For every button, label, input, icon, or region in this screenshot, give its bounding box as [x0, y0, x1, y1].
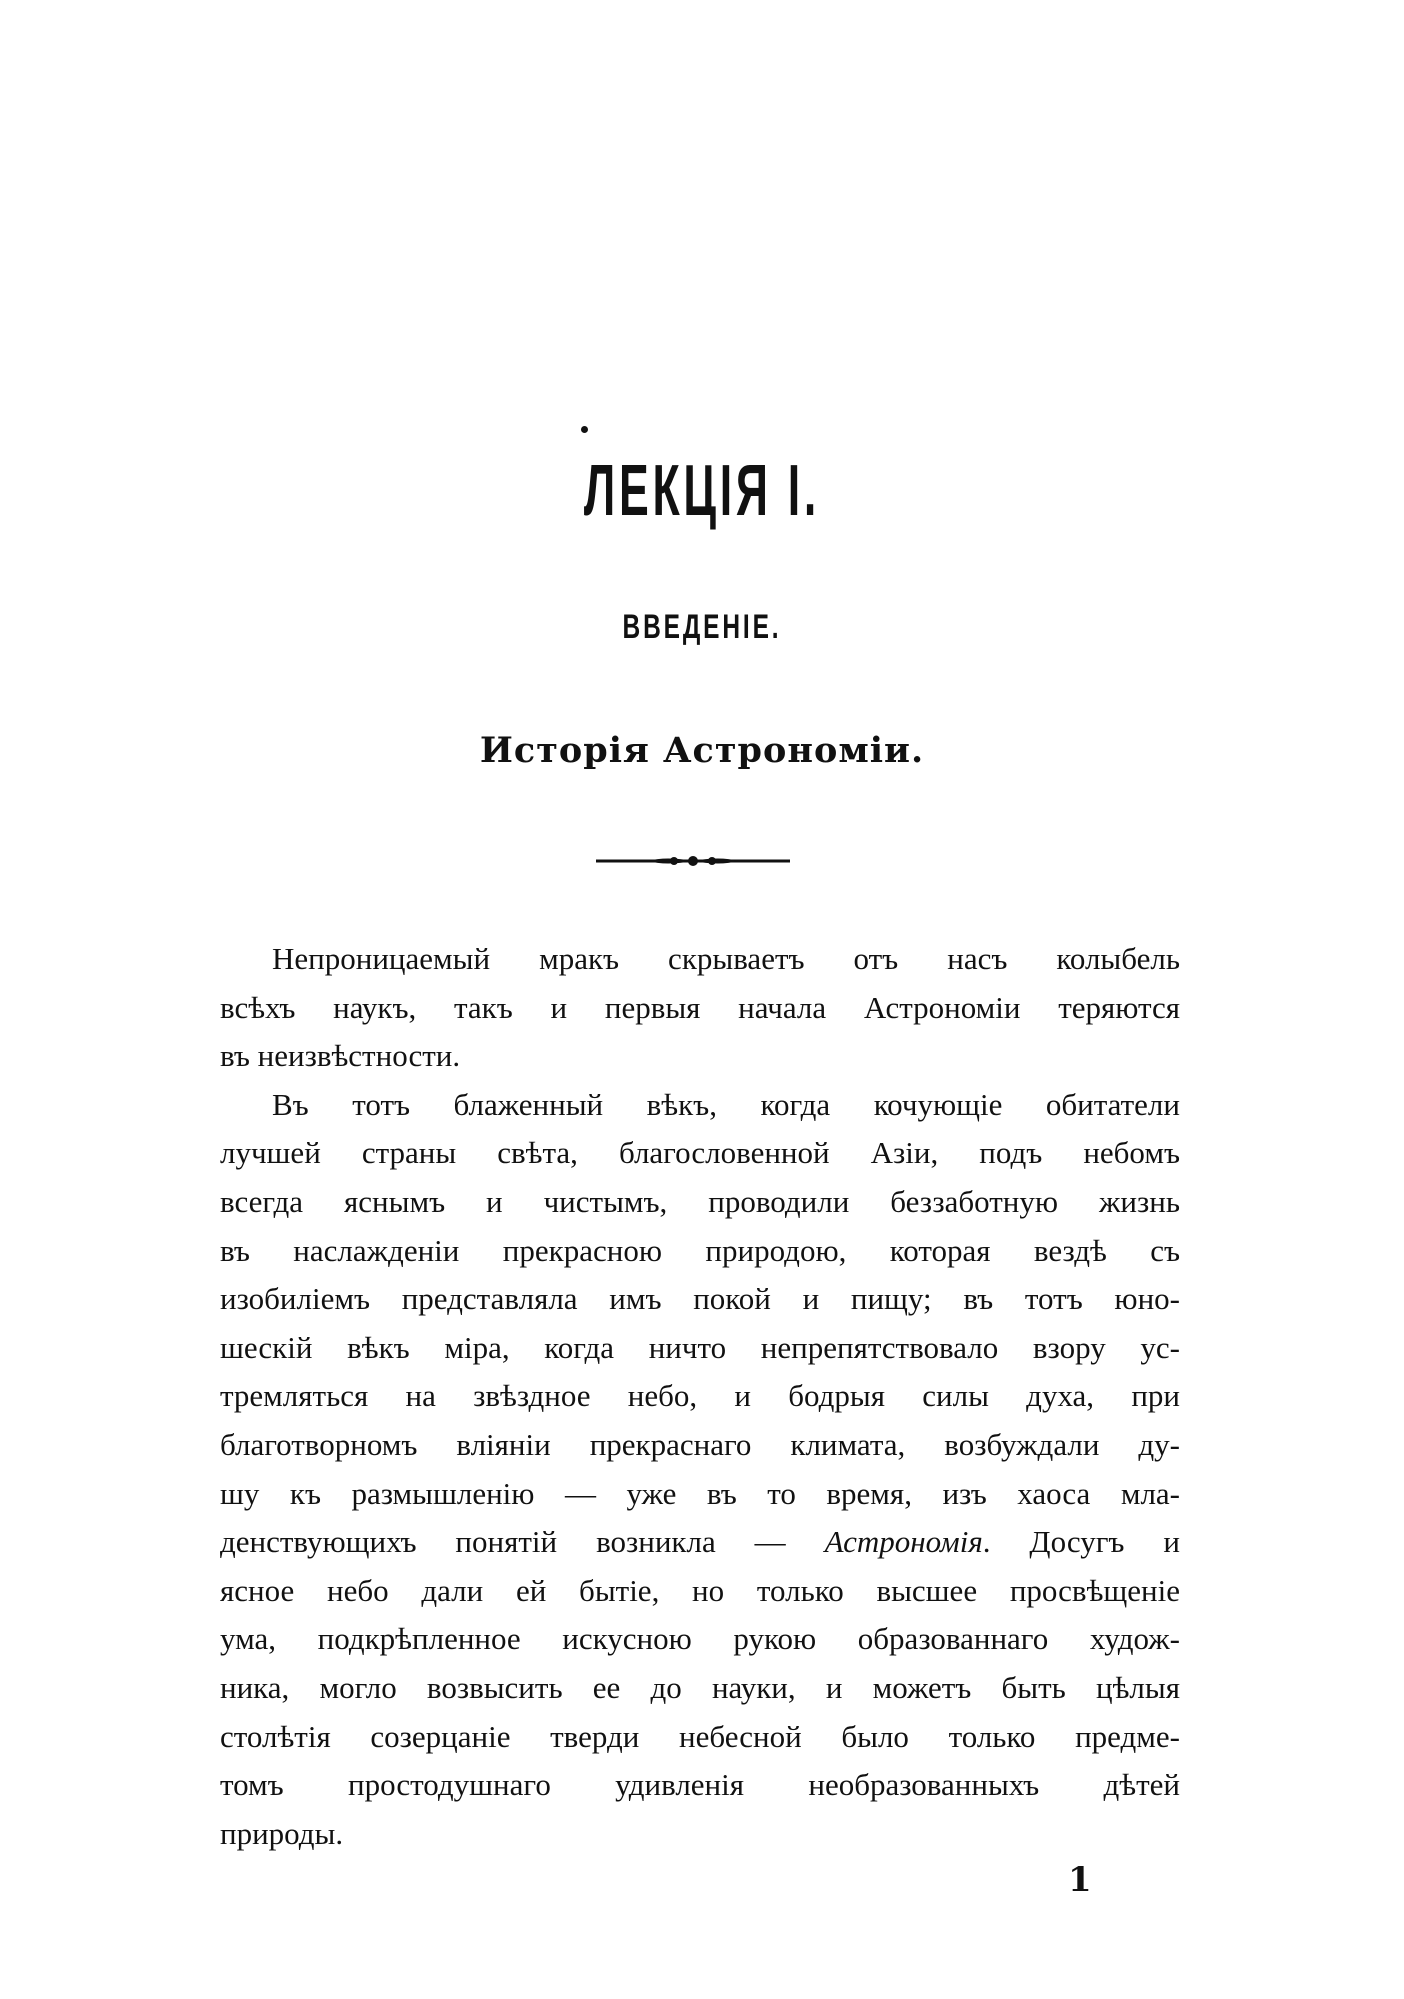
text-line: тремляться на звѣздное небо, и бодрыя силы духа, при: [220, 1378, 1180, 1414]
stray-dot-mark: [581, 426, 588, 433]
body-text: [220, 935, 1180, 1858]
text-line: ясное небо дали ей бытіе, но только высшее просвѣщеніе: [220, 1572, 1180, 1608]
text-line: Непроницаемый мракъ скрываетъ отъ насъ колыбель: [272, 941, 1180, 976]
text-line: благотворномъ вліяніи прекраснаго климата, возбуждали ду-: [220, 1426, 1180, 1462]
text-line: ника, могло возвысить ее до науки, и можетъ быть цѣлыя: [220, 1669, 1180, 1705]
lecture-title: ЛЕКЦІЯ I.: [583, 451, 821, 531]
text-line: изобиліемъ представляла имъ покой и пищу; въ тотъ юно-: [220, 1281, 1180, 1317]
text-line: шу къ размышленію — уже въ то время, изъ хаоса мла-: [220, 1475, 1180, 1511]
text-line: природы.: [220, 1815, 344, 1851]
text-line: въ неизвѣстности.: [220, 1038, 461, 1074]
ornamental-divider: [596, 853, 790, 869]
text-line: въ наслажденіи прекрасною природою, которая вездѣ съ: [220, 1232, 1180, 1268]
emphasized-term: Астрономія: [824, 1524, 983, 1560]
text-line: столѣтія созерцаніе тверди небесной было только предме-: [220, 1718, 1180, 1754]
text-line: всегда яснымъ и чистымъ, проводили беззаботную жизнь: [220, 1183, 1180, 1219]
text-line: шескій вѣкъ міра, когда ничто непрепятствовало взору ус-: [220, 1329, 1180, 1365]
page-number: 1: [1068, 1860, 1092, 1900]
text-fragment: денствующихъ понятій возникла —: [220, 1524, 825, 1560]
section-heading: ВВЕДЕНІЕ.: [622, 608, 782, 646]
text-line: всѣхъ наукъ, такъ и первыя начала Астрономіи теряются: [220, 989, 1180, 1025]
text-line: ума, подкрѣпленное искусною рукою образованнаго худож-: [220, 1621, 1180, 1657]
text-line-with-emphasis: [220, 1518, 1180, 1567]
chapter-subtitle: Исторія Астрономіи.: [479, 730, 925, 771]
text-line: лучшей страны свѣта, благословенной Азіи, подъ небомъ: [220, 1135, 1180, 1171]
text-line: томъ простодушнаго удивленія необразованныхъ дѣтей: [220, 1767, 1180, 1803]
text-line: Въ тотъ блаженный вѣкъ, когда кочующіе обитатели: [272, 1086, 1180, 1122]
text-fragment: . Досугъ и: [982, 1524, 1180, 1560]
